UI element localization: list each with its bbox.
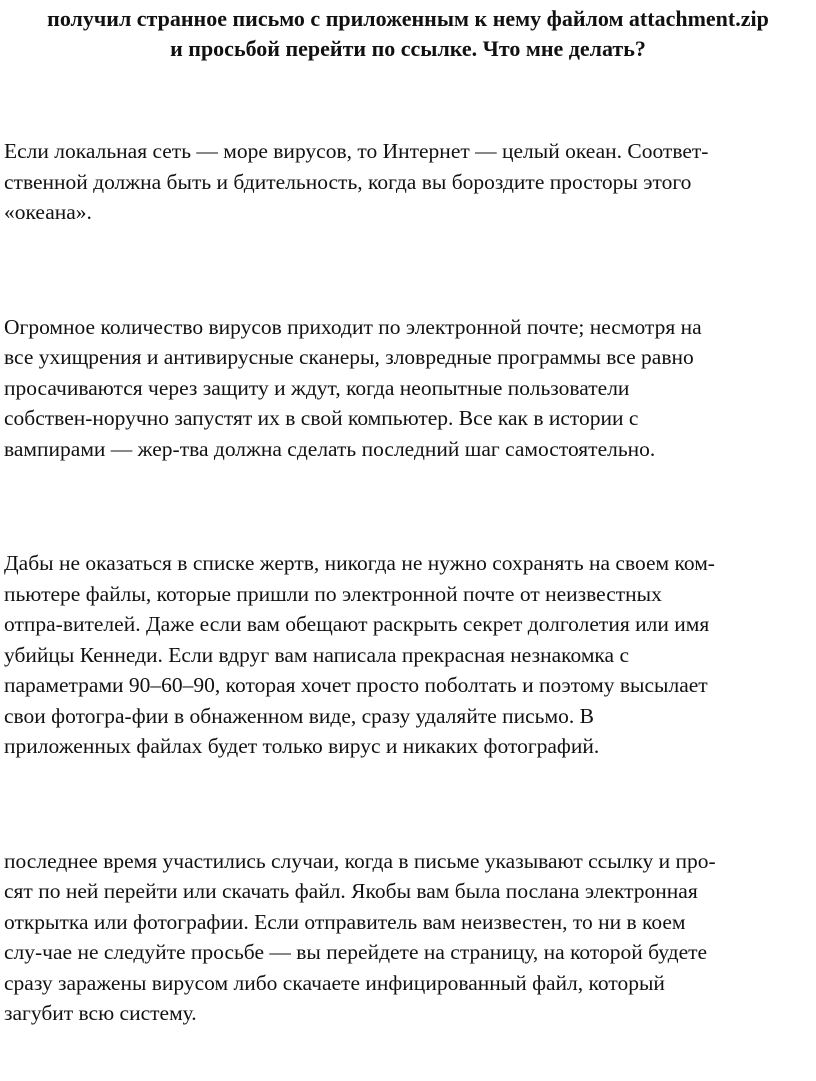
- paragraph-line: приложенных файлах будет только вирус и никаких фотографий.: [4, 734, 600, 758]
- paragraph-line: свои фотогра-фии в обнаженном виде, сразу удаляйте письмо. В: [4, 703, 594, 728]
- paragraph-line: «океана».: [4, 200, 92, 224]
- paragraph-line: сразу заражены вирусом либо скачаете инфицированный файл, который: [4, 970, 665, 995]
- paragraph-line: загубит всю систему.: [4, 1001, 197, 1025]
- paragraph-line: вампирами — жер-тва должна сделать последний шаг самостоятельно.: [4, 436, 656, 461]
- title-line-2: и просьбой перейти по ссылке. Что мне делать?: [170, 36, 646, 61]
- paragraph-line: слу-чае не следуйте просьбе — вы перейдете на страницу, на которой будете: [4, 940, 708, 964]
- paragraph-line: собствен-норучно запустят их в свой компьютер. Все как в истории с: [4, 406, 639, 430]
- paragraph-line: отпра-вителей. Даже если вам обещают раскрыть секрет долголетия или имя: [4, 612, 710, 636]
- document-title: [4, 0, 812, 64]
- paragraph-line: Дабы не оказаться в списке жертв, никогда не нужно сохранять на своем ком-: [4, 551, 715, 575]
- paragraph-line: сят по ней перейти или скачать файл. Якобы вам была послана электронная: [4, 879, 698, 903]
- paragraph-line: убийцы Кеннеди. Если вдруг вам написала прекрасная незнакомка с: [4, 642, 630, 667]
- paragraph-line: Если локальная сеть — море вирусов, то Интернет — целый океан. Соответ-: [4, 139, 709, 163]
- paragraph-line: открытка или фотографии. Если отправитель вам неизвестен, то ни в коем: [4, 909, 686, 934]
- paragraph-line: параметрами 90–60–90, которая хочет просто поболтать и поэтому высылает: [4, 673, 708, 697]
- paragraph-line: Огромное количество вирусов приходит по электронной почте; несмотря на: [4, 314, 702, 339]
- paragraph-attachments-warning: [4, 548, 812, 762]
- paragraph-line: все ухищрения и антивирусные сканеры, зловредные программы все равно: [4, 345, 694, 369]
- paragraph-email-viruses: [4, 312, 812, 465]
- paragraph-links-warning: [4, 846, 812, 1029]
- title-line-1: получил странное письмо с приложенным к нему файлом attachment.zip: [47, 6, 769, 31]
- paragraph-line: пьютере файлы, которые пришли по электронной почте от неизвестных: [4, 581, 662, 606]
- paragraph-line: ственной должна быть и бдительность, когда вы бороздите просторы этого: [4, 169, 692, 194]
- paragraph-intro: [4, 136, 812, 228]
- paragraph-line: просачиваются через защиту и ждут, когда неопытные пользователи: [4, 375, 630, 400]
- paragraph-line: последнее время участились случаи, когда в письме указывают ссылку и про-: [4, 848, 716, 873]
